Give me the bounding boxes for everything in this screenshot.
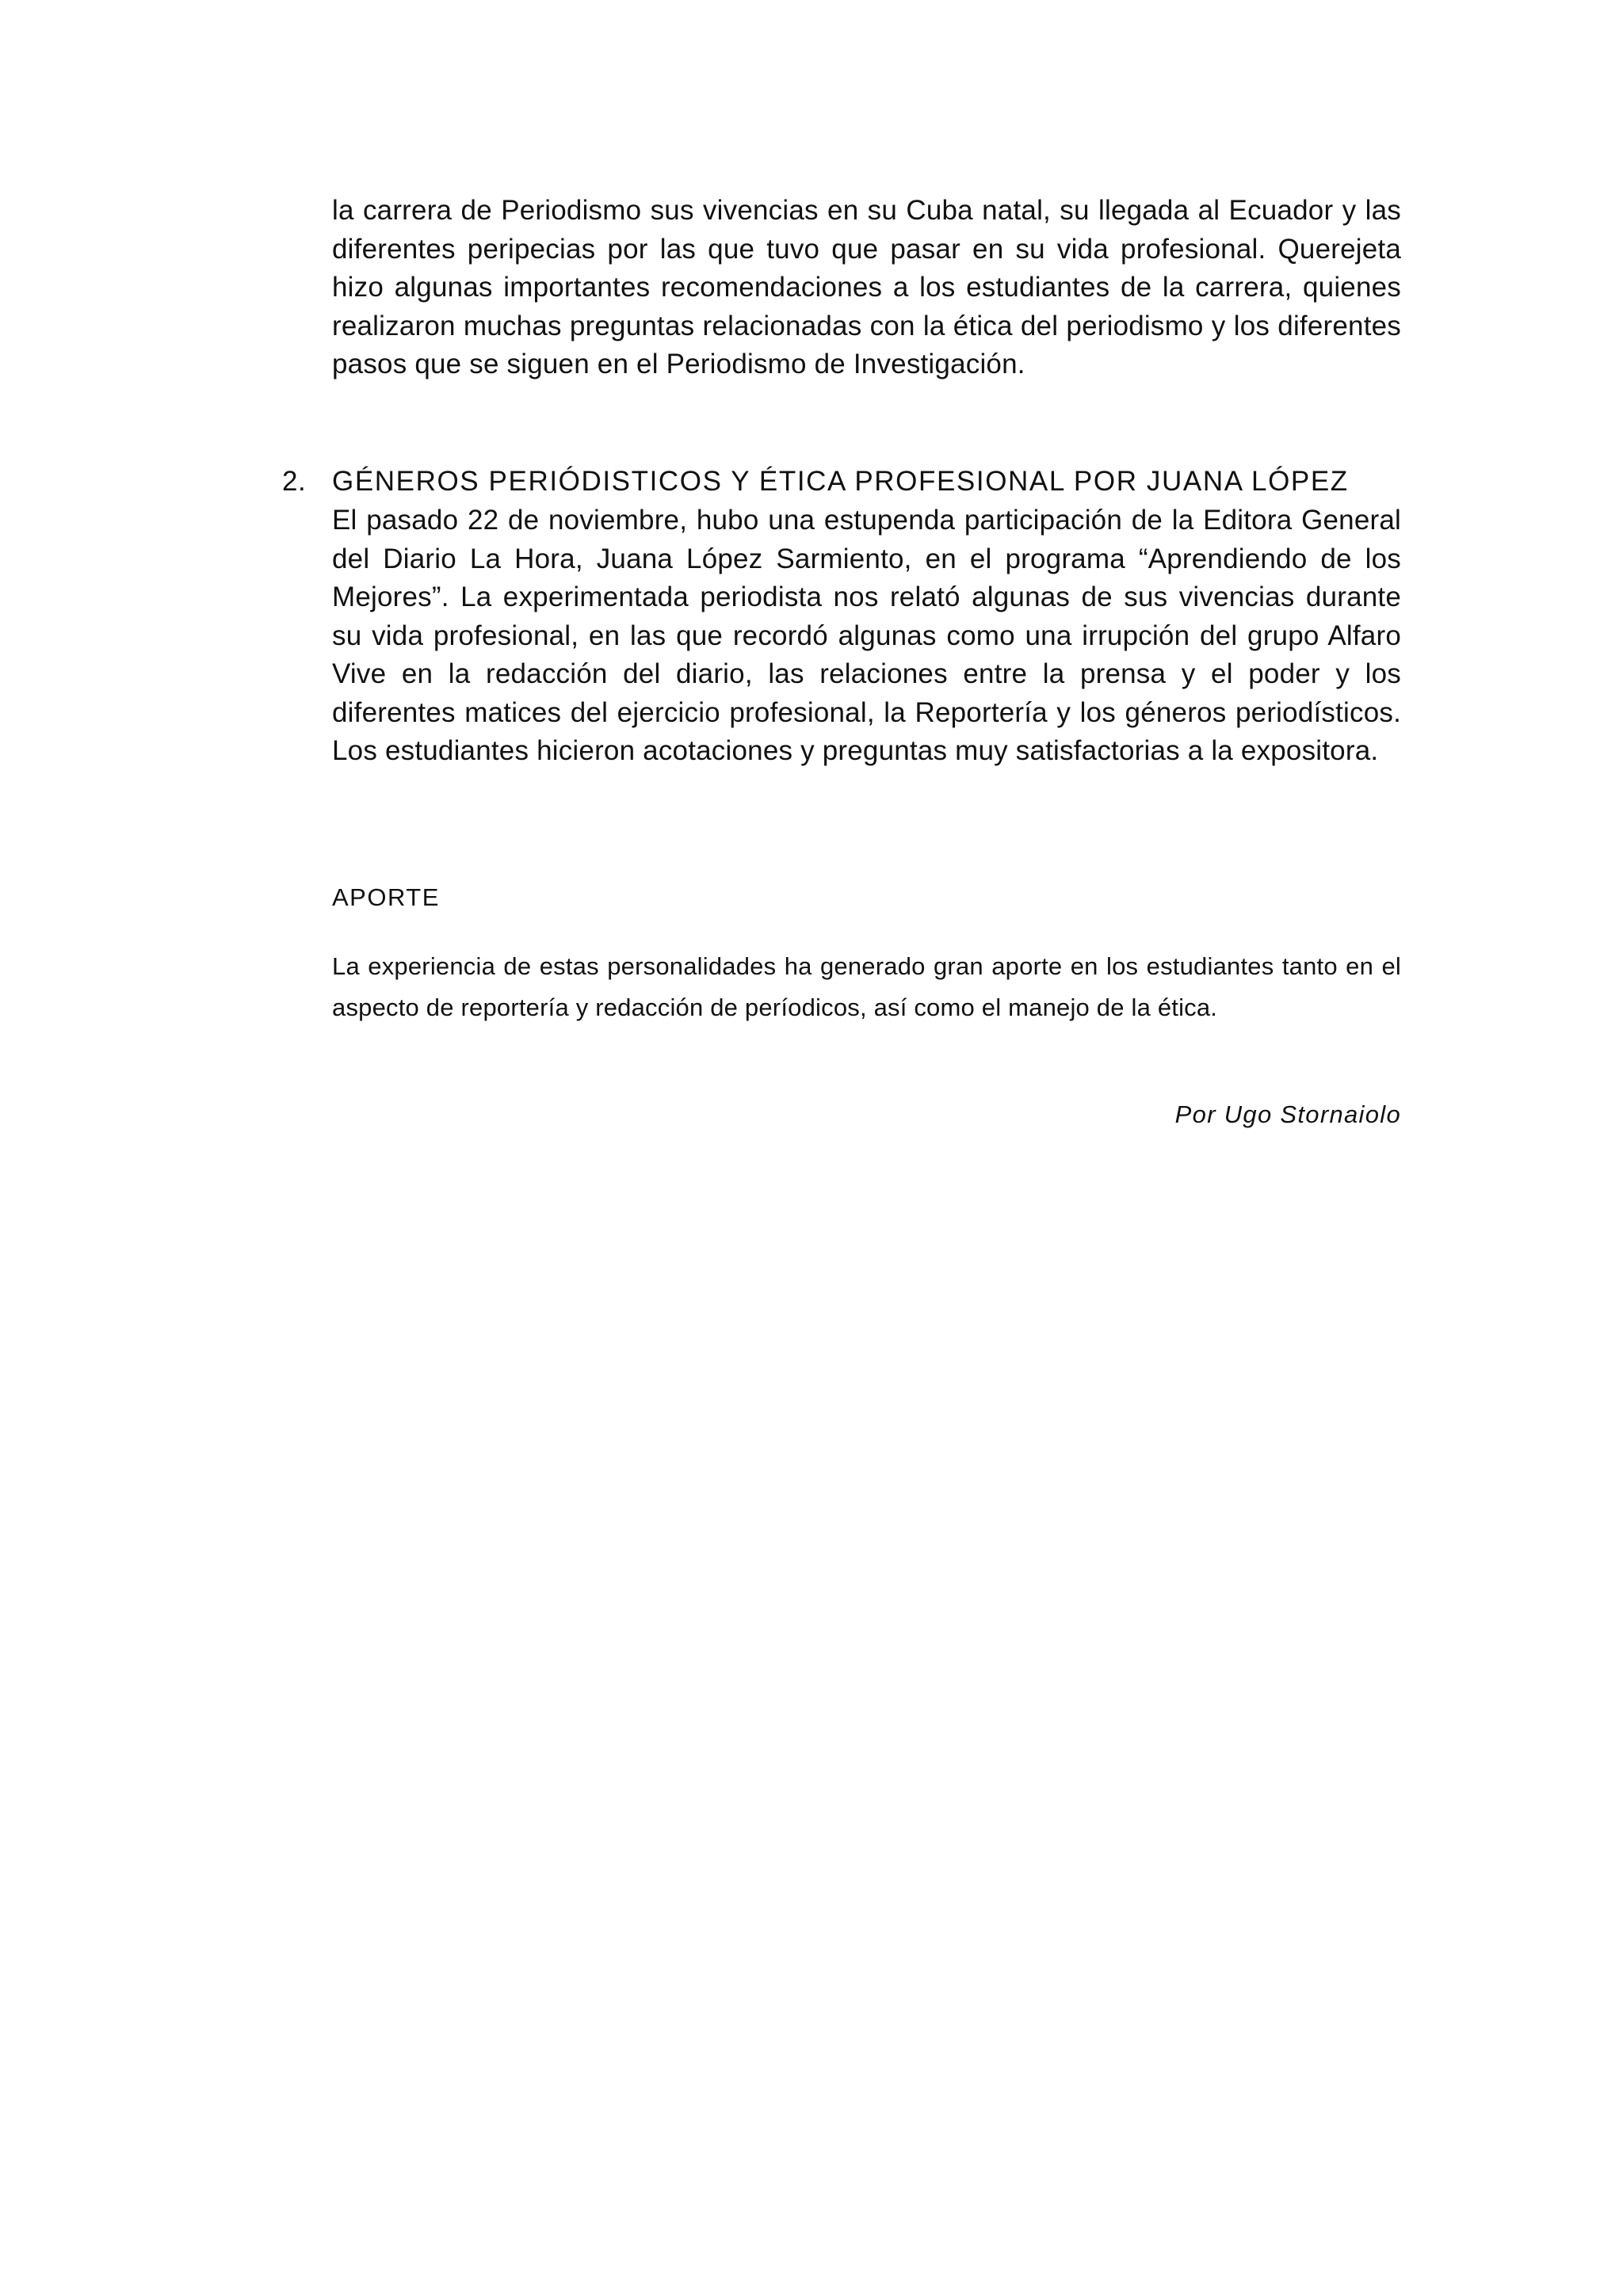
- section-number: 2.: [282, 466, 307, 497]
- section-heading: GÉNEROS PERIÓDISTICOS Y ÉTICA PROFESIONAL POR JUANA LÓPEZ: [332, 466, 1349, 497]
- aporte-paragraph: La experiencia de estas personalidades ha generado gran aporte en los estudiantes tanto en el aspecto de reportería y redacción de períodicos, así como el manejo de la ética.: [332, 952, 1401, 1021]
- intro-paragraph: la carrera de Periodismo sus vivencias en su Cuba natal, su llegada al Ecuador y las diferentes peripecias por las que tuvo que pasar en su vida profesional. Querejeta hizo algunas importantes recomendaciones a los estudiantes de la carrera, quienes realizaron muchas preguntas relacionadas con la ética del periodismo y los diferentes pasos que se siguen en el Periodismo de Investigación.: [332, 195, 1401, 379]
- aporte-heading: APORTE: [332, 883, 440, 911]
- section-body-paragraph: El pasado 22 de noviembre, hubo una estupenda participación de la Editora General del Diario La Hora, Juana López Sarmiento, en el programa “Aprendiendo de los Mejores”. La experimentada periodista nos relató algunas de sus vivencias durante su vida profesional, en las que recordó algunas como una irrupción del grupo Alfaro Vive en la redacción del diario, las relaciones entre la prensa y el poder y los diferentes matices del ejercicio profesional, la Reportería y los géneros periodísticos. Los estudiantes hicieron acotaciones y preguntas muy satisfactorias a la expositora.: [332, 505, 1401, 766]
- author-signature: Por Ugo Stornaiolo: [1174, 1100, 1401, 1128]
